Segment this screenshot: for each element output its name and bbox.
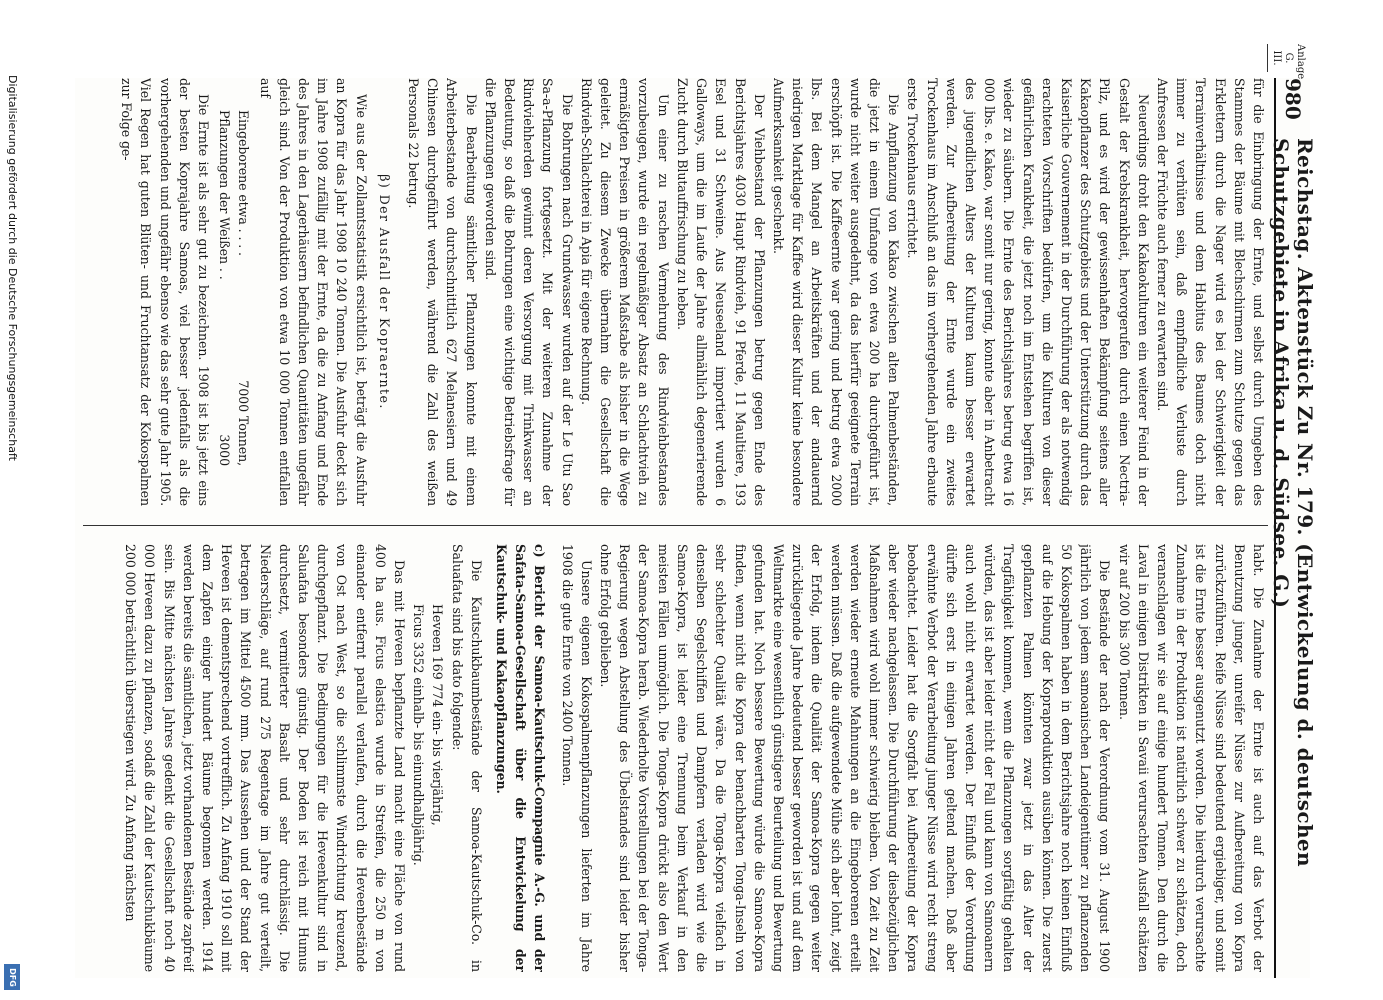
production-table [215, 110, 253, 506]
table-value: 7000 Tonnen, [236, 380, 252, 466]
table-row [234, 110, 253, 506]
paragraph: Der Viehbestand der Pflanzungen betrug gegen Ende des Berichtsjahres 4030 Haupt Rindvieh, 91 Pferde, 11 Maultiere, 193 Esel und 31 Schweine. Aus Neuseeland importiert wurden 6 Galloways, um die im Laufe der Jahre allmählich degenerierende Zucht durch Blutauffrischung zu heben. [674, 78, 767, 506]
dfg-logo: DFG [4, 964, 20, 990]
digitization-credit [4, 75, 20, 993]
paragraph: Das mit Heveen bepflanzte Land macht eine Fläche von rund 400 ha aus. Ficus elastica wurde in Streifen, die 250 m von einander entfernt parallel verlaufen, durch die Heveenbestände von Ost nach West, so die schlimmste Windrichtung kreuzend, durchgepflanzt. Die Bedingungen für die Heveenkultur sind in Saluafata besonders günstig. Der Boden ist reich mit Humus durchsetzt, vermitterter Basalt und sehr durchlässig. Die Niederschläge, auf rund 275 Regentage im Jahre gut verteilt, betragen im Mittel 4500 mm. Das Aussehen und der Stand der Heveen ist dementsprechend vortrefflich. Zu Anfang 1910 soll mit dem Zapfen einiger hundert Bäume begonnen werden. 1914 werden bereits die sämtlichen, jetzt vorhandenen Bestände zapfreif sein. Bis Mitte nächsten Jahres gedenkt die Gesellschaft noch 40 000 Heveen dazu zu pflanzen, sodaß die Zahl der Kautschukbäume 200 000 beträchtlich überstiegen wird. Zu Anfang nächsten [123, 544, 408, 972]
margin-note: Anlage G. III. [1267, 44, 1306, 72]
left-column [83, 78, 1268, 506]
paragraph: Die Bestände der nach der Verordnung vom 31. August 1900 jährlich von jedem samoanischen Landeigentümer zu pflanzenden 50 Kokospalmen haben in dem Berichtsjahre noch keinen Einfluß auf die Hebung der Kopraproduktion ausüben können. Die zuerst gepflanzten Palmen könnten zwar jetzt in das Alter der Tragfähigkeit kommen, wenn die Pflanzungen sorgfältig gehalten würden, das ist aber leider nicht der Fall und kann von Samoanern auch wohl nicht erwartet werden. Der Einfluß der Verordnung dürfte sich erst in einigen Jahren geltend machen. Daß aber erwähnte Verbot der Verarbeitung junger Nüsse wird recht streng beobachtet. Leider hat die Sorgfalt bei Aufbereitung der Kopra aber wieder nachgelassen. Die Durchführung der diesbezüglichen Maßnahmen wird wohl immer schwierig bleiben. Von Zeit zu Zeit werden wieder erneute Mahnungen an die Eingeborenen erteilt werden müssen. Daß die aufgewendete Mühe sich aber lohnt, zeigt der Erfolg, indem die Qualität der Samoa-Kopra gegen weiter zurückliegende Jahre bedeutend besser geworden ist und auf dem Weltmarkte eine wesentlich günstigere Beurteilung und Bewertung gefunden hat. Noch bessere Bewertung würde die Samoa-Kopra finden, wenn nicht die Kopra der benachbarten Tonga-Inseln von sehr schlechter Qualität wäre. Da die Tonga-Kopra vielfach in denselben Segelschiffen und Dampfern verladen wird wie die Samoa-Kopra, ist leider eine Trennung beim Verkauf in den meisten Fällen unmöglich. Die Tonga-Kopra drückt also den Wert der Samoa-Kopra herab. Wiederholte Vorstellungen bei der Tonga-Regierung wegen Abstellung des Übelstandes sind leider bisher ohne Erfolg geblieben. [598, 544, 1113, 972]
report-heading: c) Bericht der Samoa-Kautschuk-Compagnie A.-G. und der Safata-Samoa-Gesellschaft über die Entwickelung der Kautschuk- und Kakaopflanzungen. [494, 544, 548, 972]
list-item: Heveen 169 774 ein- bis vierjährig, [430, 604, 446, 826]
page-number: 980 [1281, 78, 1305, 120]
section-heading: β) Der Ausfall der Kopraernte. [376, 174, 392, 410]
table-label: Eingeborene etwa . . . . [236, 110, 252, 256]
paragraph: Die Kautschukbaumbestände der Samoa-Kautschuk-Co. in Saluafata sind bis dato folgende: [449, 544, 484, 972]
table-value: 3000 [217, 434, 233, 466]
list-item: Ficus 3352 einhalb- bis einundhalbjährig. [411, 604, 427, 866]
column-divider [83, 525, 1268, 526]
paragraph: Unsere eigenen Kokospalmenpflanzungen lieferten im Jahre 1908 die gute Ernte von 2400 Tonnen. [559, 544, 594, 972]
paragraph: Die Bohrungen nach Grundwasser wurden auf der Le Utu Sao Sa-a-Pflanzung fortgesetzt. Mit der weiteren Zunahme der Rindviehherden gewinnt deren Versorgung mit Trinkwasser an Bedeutung, so daß die Bohrungen eine wichtige Betriebsfrage für die Pflanzungen geworden sind. [482, 78, 575, 506]
text-columns [78, 78, 1268, 978]
paragraph: Wie aus der Zollamtsstatistik ersichtlich ist, beträgt die Ausfuhr an Kopra für das Jahr 1908 10 240 Tonnen. Die Ausfuhr deckt sich im Jahre 1908 zufällig mit der Ernte, da die zu Anfang und Ende des Jahres in den Lagerhäusern befindlichen Quantitäten ungefähr gleich sind. Von der Produktion von etwa 10 000 Tonnen entfallen auf [257, 78, 369, 506]
paragraph: Neuerdings droht den Kakaokulturen ein weiterer Feind in der Gestalt der Krebskrankheit, hervorgerufen durch einen Nectria-Pilz, und es wird der gewissenhaften Bekämpfung seitens aller Kakaopflanzer des Schutzgebiets und der Unterstützung durch das Kaiserliche Gouvernement in der Durchführung der als notwendig erachteten Vorschriften bedürfen, um die Kulturen von dieser gefährlichen Krankheit, die jetzt noch im Entstehen begriffen ist, wieder zu säubern. Die Ernte des Berichtsjahres betrug etwa 16 000 lbs. e. Kakao, war somit nur gering, konnte aber in Anbetracht des jugendlichen Alters der Kulturen kaum besser erwartet werden. Zur Aufbereitung der Ernte wurde ein zweites Trockenhaus im Anschluß an das im vorhergehenden Jahre erbaute erste Trockenhaus errichtet. [905, 78, 1151, 506]
page-header [1269, 78, 1317, 978]
paragraph: Die Ernte ist als sehr gut zu bezeichnen. 1908 ist bis jetzt eins der besten Koprajahre Samoas, viel besser jedenfalls als die vorhergehenden und ungefähr ebenso wie das sehr gute Jahr 1905. Viel Regen hat guten Blüten- und Fruchtansatz der Kokospalmen zur Folge ge- [119, 78, 212, 506]
credit-text: Digitalisierung gefördert durch die Deutsche Forschungsgemeinschaft [6, 75, 19, 461]
page-title: Reichstag. Aktenstück Zu Nr. 179. (Entwickelung d. deutschen Schutzgebiete in Afrika u. d. Südsee. G.) [1269, 138, 1317, 867]
paragraph: Die Bearbeitung sämtlicher Pflanzungen konnte mit einem Arbeiterbestande von durchschnittlich 627 Melanesiern und 49 Chinesen durchgeführt werden, während die Zahl des weißen Personals 22 betrug. [406, 78, 479, 506]
right-column [83, 544, 1268, 972]
paragraph: habt. Die Zunahme der Ernte ist auch auf das Verbot der Benutzung junger, unreifer Nüsse zur Aufbereitung von Kopra zurückzuführen. Reife Nüsse sind bedeutend ergiebiger, und somit ist die Ernte besser ausgenutzt worden. Die hierdurch verursachte Zunahme in der Produktion ist natürlich schwer zu schätzen, doch veranschlagen wir sie auf einige hundert Tonnen. Den durch die Laval in einigen Distrikten in Savaii verursachten Ausfall schätzen wir auf 200 bis 300 Tonnen. [1116, 544, 1266, 972]
paragraph: für die Einbringung der Ernte, und selbst durch Umgeben des Stammes der Bäume mit Blechschirmen zum Schutze gegen das Erklettern durch die Nager wird es bei der Schwierigkeit der Terrainverhältnisse und dem Habitus des Baumes doch nicht immer zu verhüten sein, daß empfindliche Verluste durch Anfressen der Früchte auch ferner zu erwarten sind. [1154, 78, 1266, 506]
table-row [215, 110, 234, 506]
paragraph: Um einer zu raschen Vermehrung des Rindviehbestandes vorzubeugen, wurde ein regelmäßiger Absatz an Schlachtvieh zu ermäßigten Preisen in größerem Maßstabe als bisher in die Wege geleitet. Zu diesem Zwecke übernahm die Gesellschaft die Rindvieh-Schlachterei in Apia für eigene Rechnung. [578, 78, 671, 506]
paragraph: Die Anpflanzung von Kakao zwischen alten Palmenbeständen, die jetzt in einem Umfange von etwa 200 ha durchgeführt ist, wurde nicht weiter ausgedehnt, da das hierfür geeignete Terrain erschöpft ist. Die Kaffeeernte war gering und betrug etwa 2000 lbs. Bei dem Mangel an Arbeitskräften und der andauernd niedrigen Marktlage für Kaffee wird dieser Kultur keine besondere Aufmerksamkeit geschenkt. [770, 78, 902, 506]
scanned-page [75, 44, 1317, 978]
table-label: Pflanzungen der Weißen . . [217, 110, 233, 280]
